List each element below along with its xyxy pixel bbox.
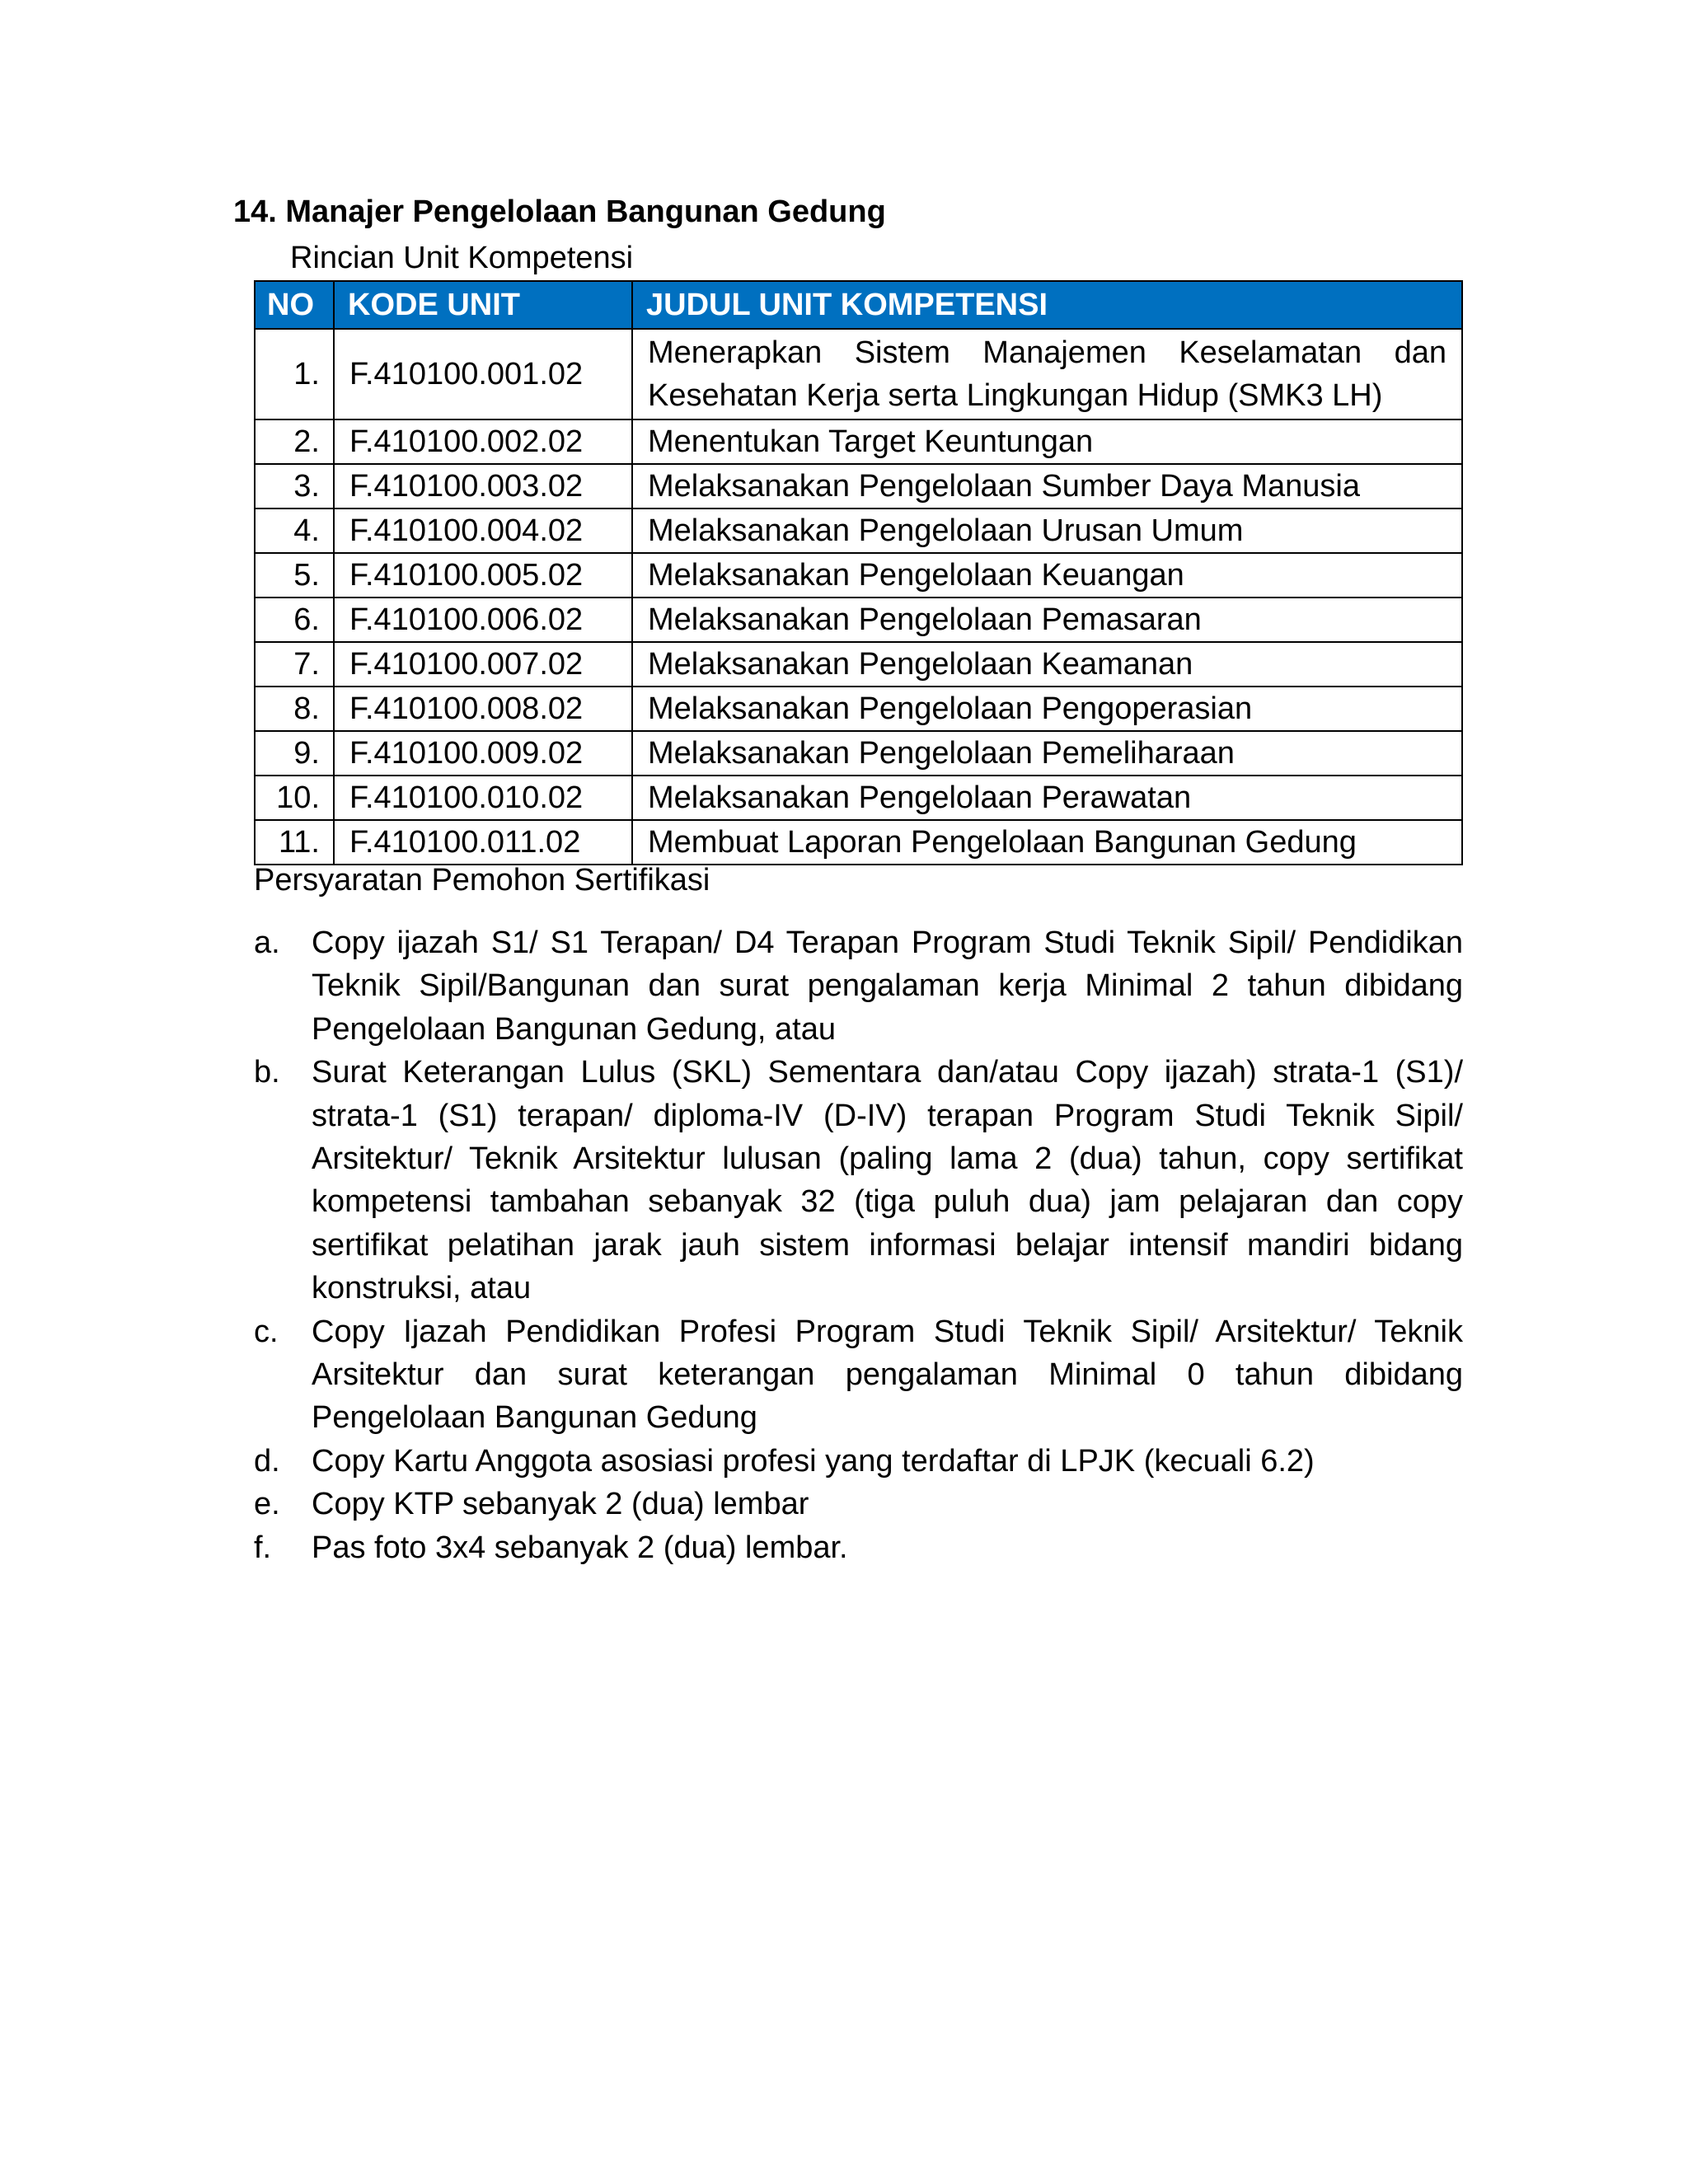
table-row (255, 553, 1462, 598)
list-marker: c. (254, 1314, 279, 1349)
unit-code: F.410100.005.02 (334, 553, 632, 598)
header-code: KODE UNIT (334, 281, 632, 329)
unit-title: Melaksanakan Pengelolaan Sumber Daya Manusia (632, 464, 1462, 509)
requirements-caption: Persyaratan Pemohon Sertifikasi (254, 863, 710, 898)
row-number: 4. (255, 509, 334, 553)
unit-title: Melaksanakan Pengelolaan Perawatan (632, 776, 1462, 820)
row-number: 9. (255, 731, 334, 776)
unit-code: F.410100.007.02 (334, 642, 632, 687)
unit-title: Melaksanakan Pengelolaan Keamanan (632, 642, 1462, 687)
row-number: 5. (255, 553, 334, 598)
list-item (254, 1526, 1463, 1569)
table-row (255, 731, 1462, 776)
units-caption: Rincian Unit Kompetensi (290, 241, 634, 275)
unit-title: Melaksanakan Pengelolaan Pengoperasian (632, 687, 1462, 731)
row-number: 7. (255, 642, 334, 687)
row-number: 11. (255, 820, 334, 865)
table-row (255, 776, 1462, 820)
unit-title: Melaksanakan Pengelolaan Urusan Umum (632, 509, 1462, 553)
list-item (254, 921, 1463, 1051)
list-item (254, 1310, 1463, 1440)
unit-title: Membuat Laporan Pengelolaan Bangunan Gedung (632, 820, 1462, 865)
list-item-text: Surat Keterangan Lulus (SKL) Sementara dan/atau Copy ijazah) strata-1 (S1)/ strata-1 (S1) terapan/ diploma-IV (D-IV) terapan Program Studi Teknik Sipil/ Arsitektur/ Teknik Arsitektur lulusan (paling lama 2 (dua) tahun, copy sertifikat kompetensi tambahan sebanyak 32 (tiga puluh dua) jam pelajaran dan copy sertifikat pelatihan jarak jauh sistem informasi belajar intensif mandiri bidang konstruksi, atau (312, 1055, 1463, 1306)
list-marker: d. (254, 1443, 280, 1479)
unit-title: Melaksanakan Pengelolaan Pemasaran (632, 598, 1462, 642)
unit-code: F.410100.009.02 (334, 731, 632, 776)
list-item-text: Copy Kartu Anggota asosiasi profesi yang terdaftar di LPJK (kecuali 6.2) (312, 1443, 1315, 1479)
list-item (254, 1051, 1463, 1310)
row-number: 6. (255, 598, 334, 642)
row-number: 3. (255, 464, 334, 509)
list-item (254, 1483, 1463, 1526)
unit-code: F.410100.003.02 (334, 464, 632, 509)
unit-code: F.410100.001.02 (334, 329, 632, 419)
row-number: 2. (255, 419, 334, 464)
unit-code: F.410100.002.02 (334, 419, 632, 464)
list-item (254, 1440, 1463, 1483)
unit-code: F.410100.008.02 (334, 687, 632, 731)
list-item-text: Copy ijazah S1/ S1 Terapan/ D4 Terapan Program Studi Teknik Sipil/ Pendidikan Teknik Sipil/Bangunan dan surat pengalaman kerja Minimal 2 tahun dibidang Pengelolaan Bangunan Gedung, atau (312, 926, 1463, 1047)
unit-title: Menerapkan Sistem Manajemen Keselamatan dan Kesehatan Kerja serta Lingkungan Hidup (SMK3 LH) (632, 329, 1462, 419)
header-no: NO (255, 281, 334, 329)
unit-title: Melaksanakan Pengelolaan Keuangan (632, 553, 1462, 598)
table-row (255, 642, 1462, 687)
list-item-text: Copy Ijazah Pendidikan Profesi Program Studi Teknik Sipil/ Arsitektur/ Teknik Arsitektur dan surat keterangan pengalaman Minimal 0 tahun dibidang Pengelolaan Bangunan Gedung (312, 1314, 1463, 1436)
page-title: 14. Manajer Pengelolaan Bangunan Gedung (233, 194, 886, 229)
table-row (255, 820, 1462, 865)
list-marker: f. (254, 1530, 272, 1565)
row-number: 1. (255, 329, 334, 419)
row-number: 10. (255, 776, 334, 820)
competency-units-table (254, 280, 1463, 865)
row-number: 8. (255, 687, 334, 731)
list-item-text: Copy KTP sebanyak 2 (dua) lembar (312, 1487, 809, 1522)
table-header-row (255, 281, 1462, 329)
unit-title: Menentukan Target Keuntungan (632, 419, 1462, 464)
table-row (255, 598, 1462, 642)
table-row (255, 509, 1462, 553)
header-title: JUDUL UNIT KOMPETENSI (632, 281, 1462, 329)
list-item-text: Pas foto 3x4 sebanyak 2 (dua) lembar. (312, 1530, 848, 1565)
unit-code: F.410100.004.02 (334, 509, 632, 553)
list-marker: a. (254, 926, 280, 960)
unit-code: F.410100.011.02 (334, 820, 632, 865)
unit-title: Melaksanakan Pengelolaan Pemeliharaan (632, 731, 1462, 776)
table-row (255, 464, 1462, 509)
table-row (255, 687, 1462, 731)
unit-code: F.410100.006.02 (334, 598, 632, 642)
table-row (255, 419, 1462, 464)
list-marker: b. (254, 1055, 280, 1090)
unit-code: F.410100.010.02 (334, 776, 632, 820)
table-row (255, 329, 1462, 419)
list-marker: e. (254, 1487, 280, 1522)
requirements-list (254, 921, 1463, 1569)
